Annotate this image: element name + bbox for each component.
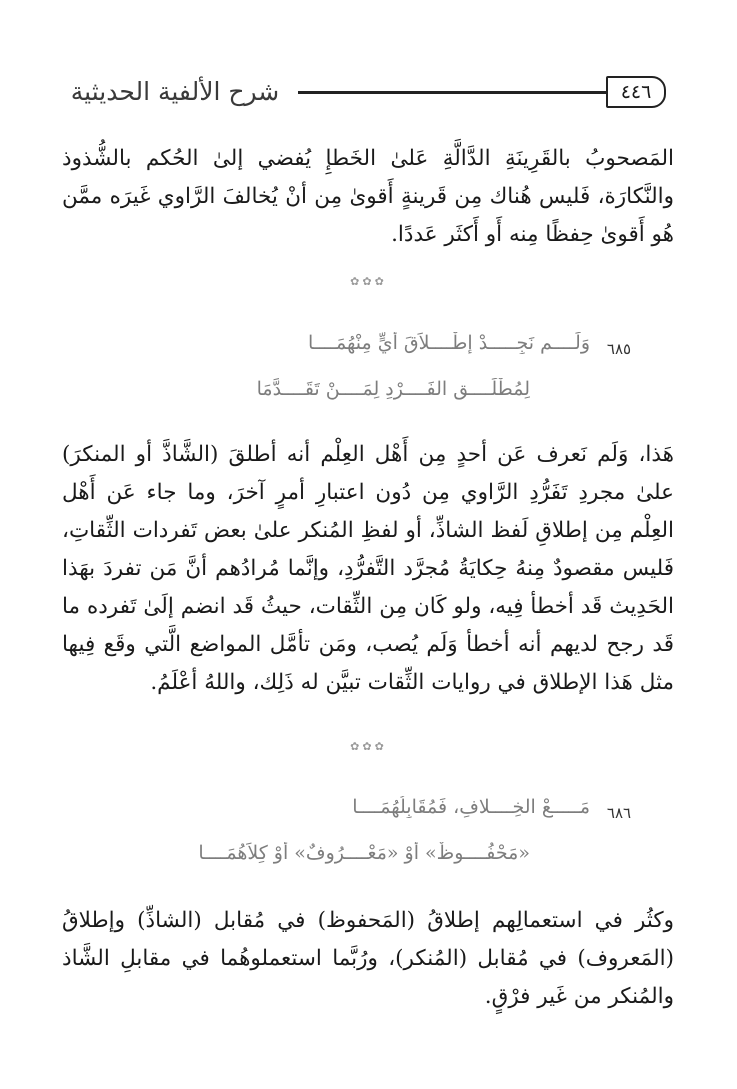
page-header — [40, 68, 672, 116]
verse-685-second-hemistich: لِمُطْلَــــقِ الفَــــرْدِ لِمَــــنْ تَقَــــدَّمَا — [256, 378, 530, 400]
verse-number-686: ٦٨٦ — [606, 804, 632, 822]
paragraph-3: وكثُر في استعمالِهم إطلاقُ (المَحفوظ) في مُقابل (الشاذِّ) وإطلاقُ (المَعروف) في مُقابل (المُنكر)، ورُبَّما استعملوهُما في مقابلِ الشَّاذ والمُنكر من غَير فرْقٍ. — [62, 908, 674, 1009]
section-ornament-2: ✿✿✿ — [350, 740, 387, 753]
verse-685-first-hemistich: وَلَــــم نَجِـــــدْ إِطْــــلاَقَ أَيٍّ مِنْهُمَــــا — [308, 332, 590, 354]
verse-686-second-hemistich: «مَحْفُــــوظٌ» أوْ «مَعْــــرُوفٌ» أوْ كِلاَهُمَــــا — [198, 842, 530, 864]
page-number: ٤٤٦ — [606, 76, 666, 108]
header-rule — [298, 91, 606, 94]
paragraph-1: المَصحوبُ بالقَرِينَةِ الدَّالَّةِ عَلىٰ الخَطإِ يُفضي إلىٰ الحُكم بالشُّذوذ والنَّكارَة، فَليس هُناك مِن قَرينةٍ أَقوىٰ مِن أنْ يُخالفَ الرَّاوي غَيرَه ممَّن هُو أَقوىٰ حِفظًا مِنه أَو أَكثَر عَددًا. — [62, 146, 674, 247]
running-title: شرح الألفية الحديثية — [70, 77, 280, 106]
section-ornament-1: ✿✿✿ — [350, 275, 387, 288]
verse-686-first-hemistich: مَـــــعْ الخِــــلافِ، فَمُقَابِلُهُمَــــا — [352, 796, 590, 818]
verse-number-685: ٦٨٥ — [606, 340, 632, 358]
paragraph-2: هَذا، وَلَم نَعرف عَن أحدٍ مِن أَهْل العِلْم أنه أطلقَ (الشَّاذَّ أو المنكرَ) علىٰ مجردِ تَفَرُّدِ الرَّاوي مِن دُون اعتبارِ أمرٍ آخرَ، وما جاء عَن أَهْل العِلْم مِن إطلاقِ لَفظ الشاذِّ، أو لفظِ المُنكر علىٰ بعض تَفردات الثِّقاتِ، فَليس مقصودٌ مِنهُ حِكايَةُ مُجرَّد التَّفرُّدِ، وإنَّما مُرادُهم أنَّ مَن تفردَ بهَذا الحَدِيث قَد أخطأ فِيه، ولو كَان مِن الثِّقات، حيثُ قَد انضم إلَىٰ تَفرده ما قَد رجح لديهم أنه أخطأ وَلَم يُصب، ومَن تأمَّل المواضع الَّتي وقَع فِيها مثل هَذا الإطلاق في روايات الثِّقات تبيَّن له ذَلِك، واللهُ أعْلَمُ. — [62, 442, 674, 695]
